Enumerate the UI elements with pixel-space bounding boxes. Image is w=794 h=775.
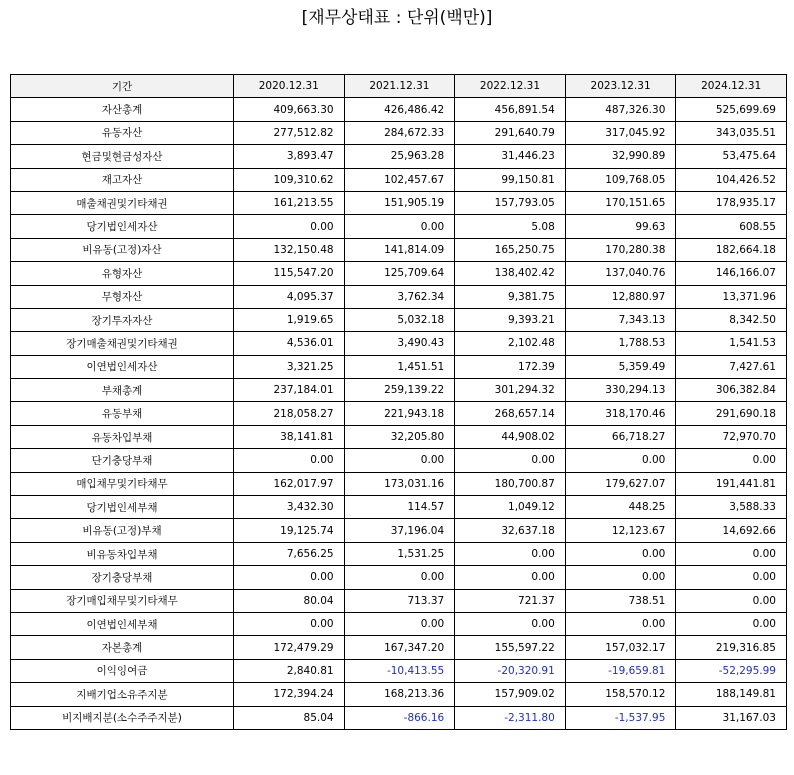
- header-year: 2021.12.31: [344, 75, 455, 98]
- value-cell: 291,640.79: [455, 121, 566, 144]
- value-cell: -2,311.80: [455, 706, 566, 729]
- value-cell: 72,970.70: [676, 425, 787, 448]
- value-cell: 12,123.67: [565, 519, 676, 542]
- table-row: [11, 355, 787, 378]
- row-label: 자산총계: [11, 98, 234, 121]
- value-cell: 237,184.01: [234, 379, 345, 402]
- value-cell: 0.00: [455, 566, 566, 589]
- value-cell: 713.37: [344, 589, 455, 612]
- value-cell: 3,490.43: [344, 332, 455, 355]
- value-cell: 157,032.17: [565, 636, 676, 659]
- row-label: 유동자산: [11, 121, 234, 144]
- value-cell: 102,457.67: [344, 168, 455, 191]
- table-row: [11, 98, 787, 121]
- value-cell: 167,347.20: [344, 636, 455, 659]
- value-cell: 218,058.27: [234, 402, 345, 425]
- value-cell: 330,294.13: [565, 379, 676, 402]
- row-label: 유형자산: [11, 262, 234, 285]
- table-row: [11, 285, 787, 308]
- table-row: [11, 145, 787, 168]
- row-label: 매출채권및기타채권: [11, 191, 234, 214]
- table-row: [11, 636, 787, 659]
- value-cell: 318,170.46: [565, 402, 676, 425]
- value-cell: 170,280.38: [565, 238, 676, 261]
- value-cell: 1,919.65: [234, 308, 345, 331]
- value-cell: 409,663.30: [234, 98, 345, 121]
- value-cell: 157,793.05: [455, 191, 566, 214]
- value-cell: 3,893.47: [234, 145, 345, 168]
- value-cell: 151,905.19: [344, 191, 455, 214]
- header-year: 2023.12.31: [565, 75, 676, 98]
- value-cell: 1,788.53: [565, 332, 676, 355]
- value-cell: 37,196.04: [344, 519, 455, 542]
- value-cell: 608.55: [676, 215, 787, 238]
- table-header-row: [11, 75, 787, 98]
- value-cell: 0.00: [565, 612, 676, 635]
- header-year: 2020.12.31: [234, 75, 345, 98]
- value-cell: 172,479.29: [234, 636, 345, 659]
- value-cell: 162,017.97: [234, 472, 345, 495]
- header-year: 2022.12.31: [455, 75, 566, 98]
- table-row: [11, 612, 787, 635]
- row-label: 비유동(고정)자산: [11, 238, 234, 261]
- value-cell: 44,908.02: [455, 425, 566, 448]
- table-row: [11, 706, 787, 729]
- row-label: 부채총계: [11, 379, 234, 402]
- value-cell: 0.00: [676, 589, 787, 612]
- value-cell: 0.00: [234, 215, 345, 238]
- value-cell: 146,166.07: [676, 262, 787, 285]
- value-cell: 8,342.50: [676, 308, 787, 331]
- row-label: 매입채무및기타채무: [11, 472, 234, 495]
- value-cell: 9,393.21: [455, 308, 566, 331]
- value-cell: 19,125.74: [234, 519, 345, 542]
- value-cell: -866.16: [344, 706, 455, 729]
- value-cell: 448.25: [565, 496, 676, 519]
- value-cell: -1,537.95: [565, 706, 676, 729]
- row-label: 장기충당부채: [11, 566, 234, 589]
- value-cell: 259,139.22: [344, 379, 455, 402]
- value-cell: 32,637.18: [455, 519, 566, 542]
- value-cell: 172,394.24: [234, 683, 345, 706]
- value-cell: 31,167.03: [676, 706, 787, 729]
- value-cell: 179,627.07: [565, 472, 676, 495]
- value-cell: 115,547.20: [234, 262, 345, 285]
- value-cell: 104,426.52: [676, 168, 787, 191]
- value-cell: 0.00: [234, 566, 345, 589]
- value-cell: 38,141.81: [234, 425, 345, 448]
- value-cell: 306,382.84: [676, 379, 787, 402]
- value-cell: 0.00: [344, 612, 455, 635]
- value-cell: 168,213.36: [344, 683, 455, 706]
- value-cell: 1,531.25: [344, 542, 455, 565]
- value-cell: 4,536.01: [234, 332, 345, 355]
- value-cell: 138,402.42: [455, 262, 566, 285]
- table-row: [11, 262, 787, 285]
- row-label: 자본총계: [11, 636, 234, 659]
- table-row: [11, 168, 787, 191]
- value-cell: 31,446.23: [455, 145, 566, 168]
- value-cell: 3,762.34: [344, 285, 455, 308]
- value-cell: 268,657.14: [455, 402, 566, 425]
- value-cell: 161,213.55: [234, 191, 345, 214]
- table-row: [11, 425, 787, 448]
- row-label: 현금및현금성자산: [11, 145, 234, 168]
- value-cell: 525,699.69: [676, 98, 787, 121]
- header-year: 2024.12.31: [676, 75, 787, 98]
- value-cell: 343,035.51: [676, 121, 787, 144]
- value-cell: 155,597.22: [455, 636, 566, 659]
- value-cell: -10,413.55: [344, 659, 455, 682]
- value-cell: 173,031.16: [344, 472, 455, 495]
- value-cell: 0.00: [455, 612, 566, 635]
- table-row: [11, 542, 787, 565]
- row-label: 비유동차입부채: [11, 542, 234, 565]
- table-row: [11, 566, 787, 589]
- value-cell: 456,891.54: [455, 98, 566, 121]
- value-cell: 137,040.76: [565, 262, 676, 285]
- row-label: 비지배지분(소수주주지분): [11, 706, 234, 729]
- value-cell: 0.00: [344, 566, 455, 589]
- value-cell: 157,909.02: [455, 683, 566, 706]
- value-cell: 85.04: [234, 706, 345, 729]
- value-cell: 0.00: [455, 542, 566, 565]
- table-row: [11, 496, 787, 519]
- value-cell: 0.00: [344, 215, 455, 238]
- row-label: 유동차입부채: [11, 425, 234, 448]
- value-cell: -19,659.81: [565, 659, 676, 682]
- row-label: 장기매입채무및기타채무: [11, 589, 234, 612]
- row-label: 이연법인세부채: [11, 612, 234, 635]
- value-cell: 5,359.49: [565, 355, 676, 378]
- value-cell: 0.00: [565, 542, 676, 565]
- row-label: 이익잉여금: [11, 659, 234, 682]
- value-cell: 7,427.61: [676, 355, 787, 378]
- table-row: [11, 683, 787, 706]
- value-cell: 99,150.81: [455, 168, 566, 191]
- value-cell: 12,880.97: [565, 285, 676, 308]
- table-row: [11, 238, 787, 261]
- value-cell: 0.00: [676, 612, 787, 635]
- table-row: [11, 379, 787, 402]
- value-cell: 170,151.65: [565, 191, 676, 214]
- value-cell: 291,690.18: [676, 402, 787, 425]
- value-cell: 191,441.81: [676, 472, 787, 495]
- value-cell: -20,320.91: [455, 659, 566, 682]
- table-row: [11, 308, 787, 331]
- value-cell: 114.57: [344, 496, 455, 519]
- value-cell: 5.08: [455, 215, 566, 238]
- value-cell: 0.00: [676, 542, 787, 565]
- value-cell: 109,310.62: [234, 168, 345, 191]
- value-cell: 3,321.25: [234, 355, 345, 378]
- row-label: 무형자산: [11, 285, 234, 308]
- value-cell: 1,049.12: [455, 496, 566, 519]
- table-row: [11, 191, 787, 214]
- value-cell: 221,943.18: [344, 402, 455, 425]
- value-cell: 219,316.85: [676, 636, 787, 659]
- value-cell: 165,250.75: [455, 238, 566, 261]
- row-label: 지배기업소유주지분: [11, 683, 234, 706]
- value-cell: 32,205.80: [344, 425, 455, 448]
- table-row: [11, 472, 787, 495]
- table-row: [11, 449, 787, 472]
- value-cell: 3,588.33: [676, 496, 787, 519]
- row-label: 재고자산: [11, 168, 234, 191]
- value-cell: 0.00: [565, 449, 676, 472]
- header-period: 기간: [11, 75, 234, 98]
- table-row: [11, 215, 787, 238]
- value-cell: 182,664.18: [676, 238, 787, 261]
- value-cell: 1,541.53: [676, 332, 787, 355]
- value-cell: 0.00: [565, 566, 676, 589]
- value-cell: 487,326.30: [565, 98, 676, 121]
- value-cell: 4,095.37: [234, 285, 345, 308]
- value-cell: 317,045.92: [565, 121, 676, 144]
- row-label: 당기법인세부채: [11, 496, 234, 519]
- row-label: 장기투자자산: [11, 308, 234, 331]
- table-body: [11, 98, 787, 730]
- value-cell: 0.00: [234, 612, 345, 635]
- value-cell: 5,032.18: [344, 308, 455, 331]
- value-cell: 0.00: [676, 449, 787, 472]
- value-cell: 9,381.75: [455, 285, 566, 308]
- page-title: [재무상태표 : 단위(백만)]: [301, 8, 493, 28]
- value-cell: 721.37: [455, 589, 566, 612]
- value-cell: 132,150.48: [234, 238, 345, 261]
- value-cell: 13,371.96: [676, 285, 787, 308]
- row-label: 비유동(고정)부채: [11, 519, 234, 542]
- value-cell: 7,656.25: [234, 542, 345, 565]
- row-label: 유동부채: [11, 402, 234, 425]
- value-cell: 284,672.33: [344, 121, 455, 144]
- value-cell: 1,451.51: [344, 355, 455, 378]
- value-cell: 66,718.27: [565, 425, 676, 448]
- value-cell: 180,700.87: [455, 472, 566, 495]
- value-cell: 277,512.82: [234, 121, 345, 144]
- value-cell: 738.51: [565, 589, 676, 612]
- value-cell: 178,935.17: [676, 191, 787, 214]
- value-cell: 0.00: [455, 449, 566, 472]
- value-cell: 188,149.81: [676, 683, 787, 706]
- table-row: [11, 519, 787, 542]
- table-row: [11, 659, 787, 682]
- value-cell: 125,709.64: [344, 262, 455, 285]
- value-cell: 7,343.13: [565, 308, 676, 331]
- value-cell: 0.00: [344, 449, 455, 472]
- value-cell: 3,432.30: [234, 496, 345, 519]
- table-row: [11, 121, 787, 144]
- row-label: 장기매출채권및기타채권: [11, 332, 234, 355]
- table-row: [11, 589, 787, 612]
- value-cell: 2,102.48: [455, 332, 566, 355]
- value-cell: 99.63: [565, 215, 676, 238]
- row-label: 단기충당부채: [11, 449, 234, 472]
- value-cell: 2,840.81: [234, 659, 345, 682]
- value-cell: -52,295.99: [676, 659, 787, 682]
- value-cell: 14,692.66: [676, 519, 787, 542]
- value-cell: 158,570.12: [565, 683, 676, 706]
- row-label: 이연법인세자산: [11, 355, 234, 378]
- balance-sheet-table: [10, 74, 787, 730]
- value-cell: 426,486.42: [344, 98, 455, 121]
- value-cell: 53,475.64: [676, 145, 787, 168]
- value-cell: 0.00: [234, 449, 345, 472]
- value-cell: 172.39: [455, 355, 566, 378]
- value-cell: 25,963.28: [344, 145, 455, 168]
- value-cell: 0.00: [676, 566, 787, 589]
- value-cell: 32,990.89: [565, 145, 676, 168]
- table-row: [11, 402, 787, 425]
- row-label: 당기법인세자산: [11, 215, 234, 238]
- table-row: [11, 332, 787, 355]
- value-cell: 109,768.05: [565, 168, 676, 191]
- value-cell: 141,814.09: [344, 238, 455, 261]
- value-cell: 301,294.32: [455, 379, 566, 402]
- value-cell: 80.04: [234, 589, 345, 612]
